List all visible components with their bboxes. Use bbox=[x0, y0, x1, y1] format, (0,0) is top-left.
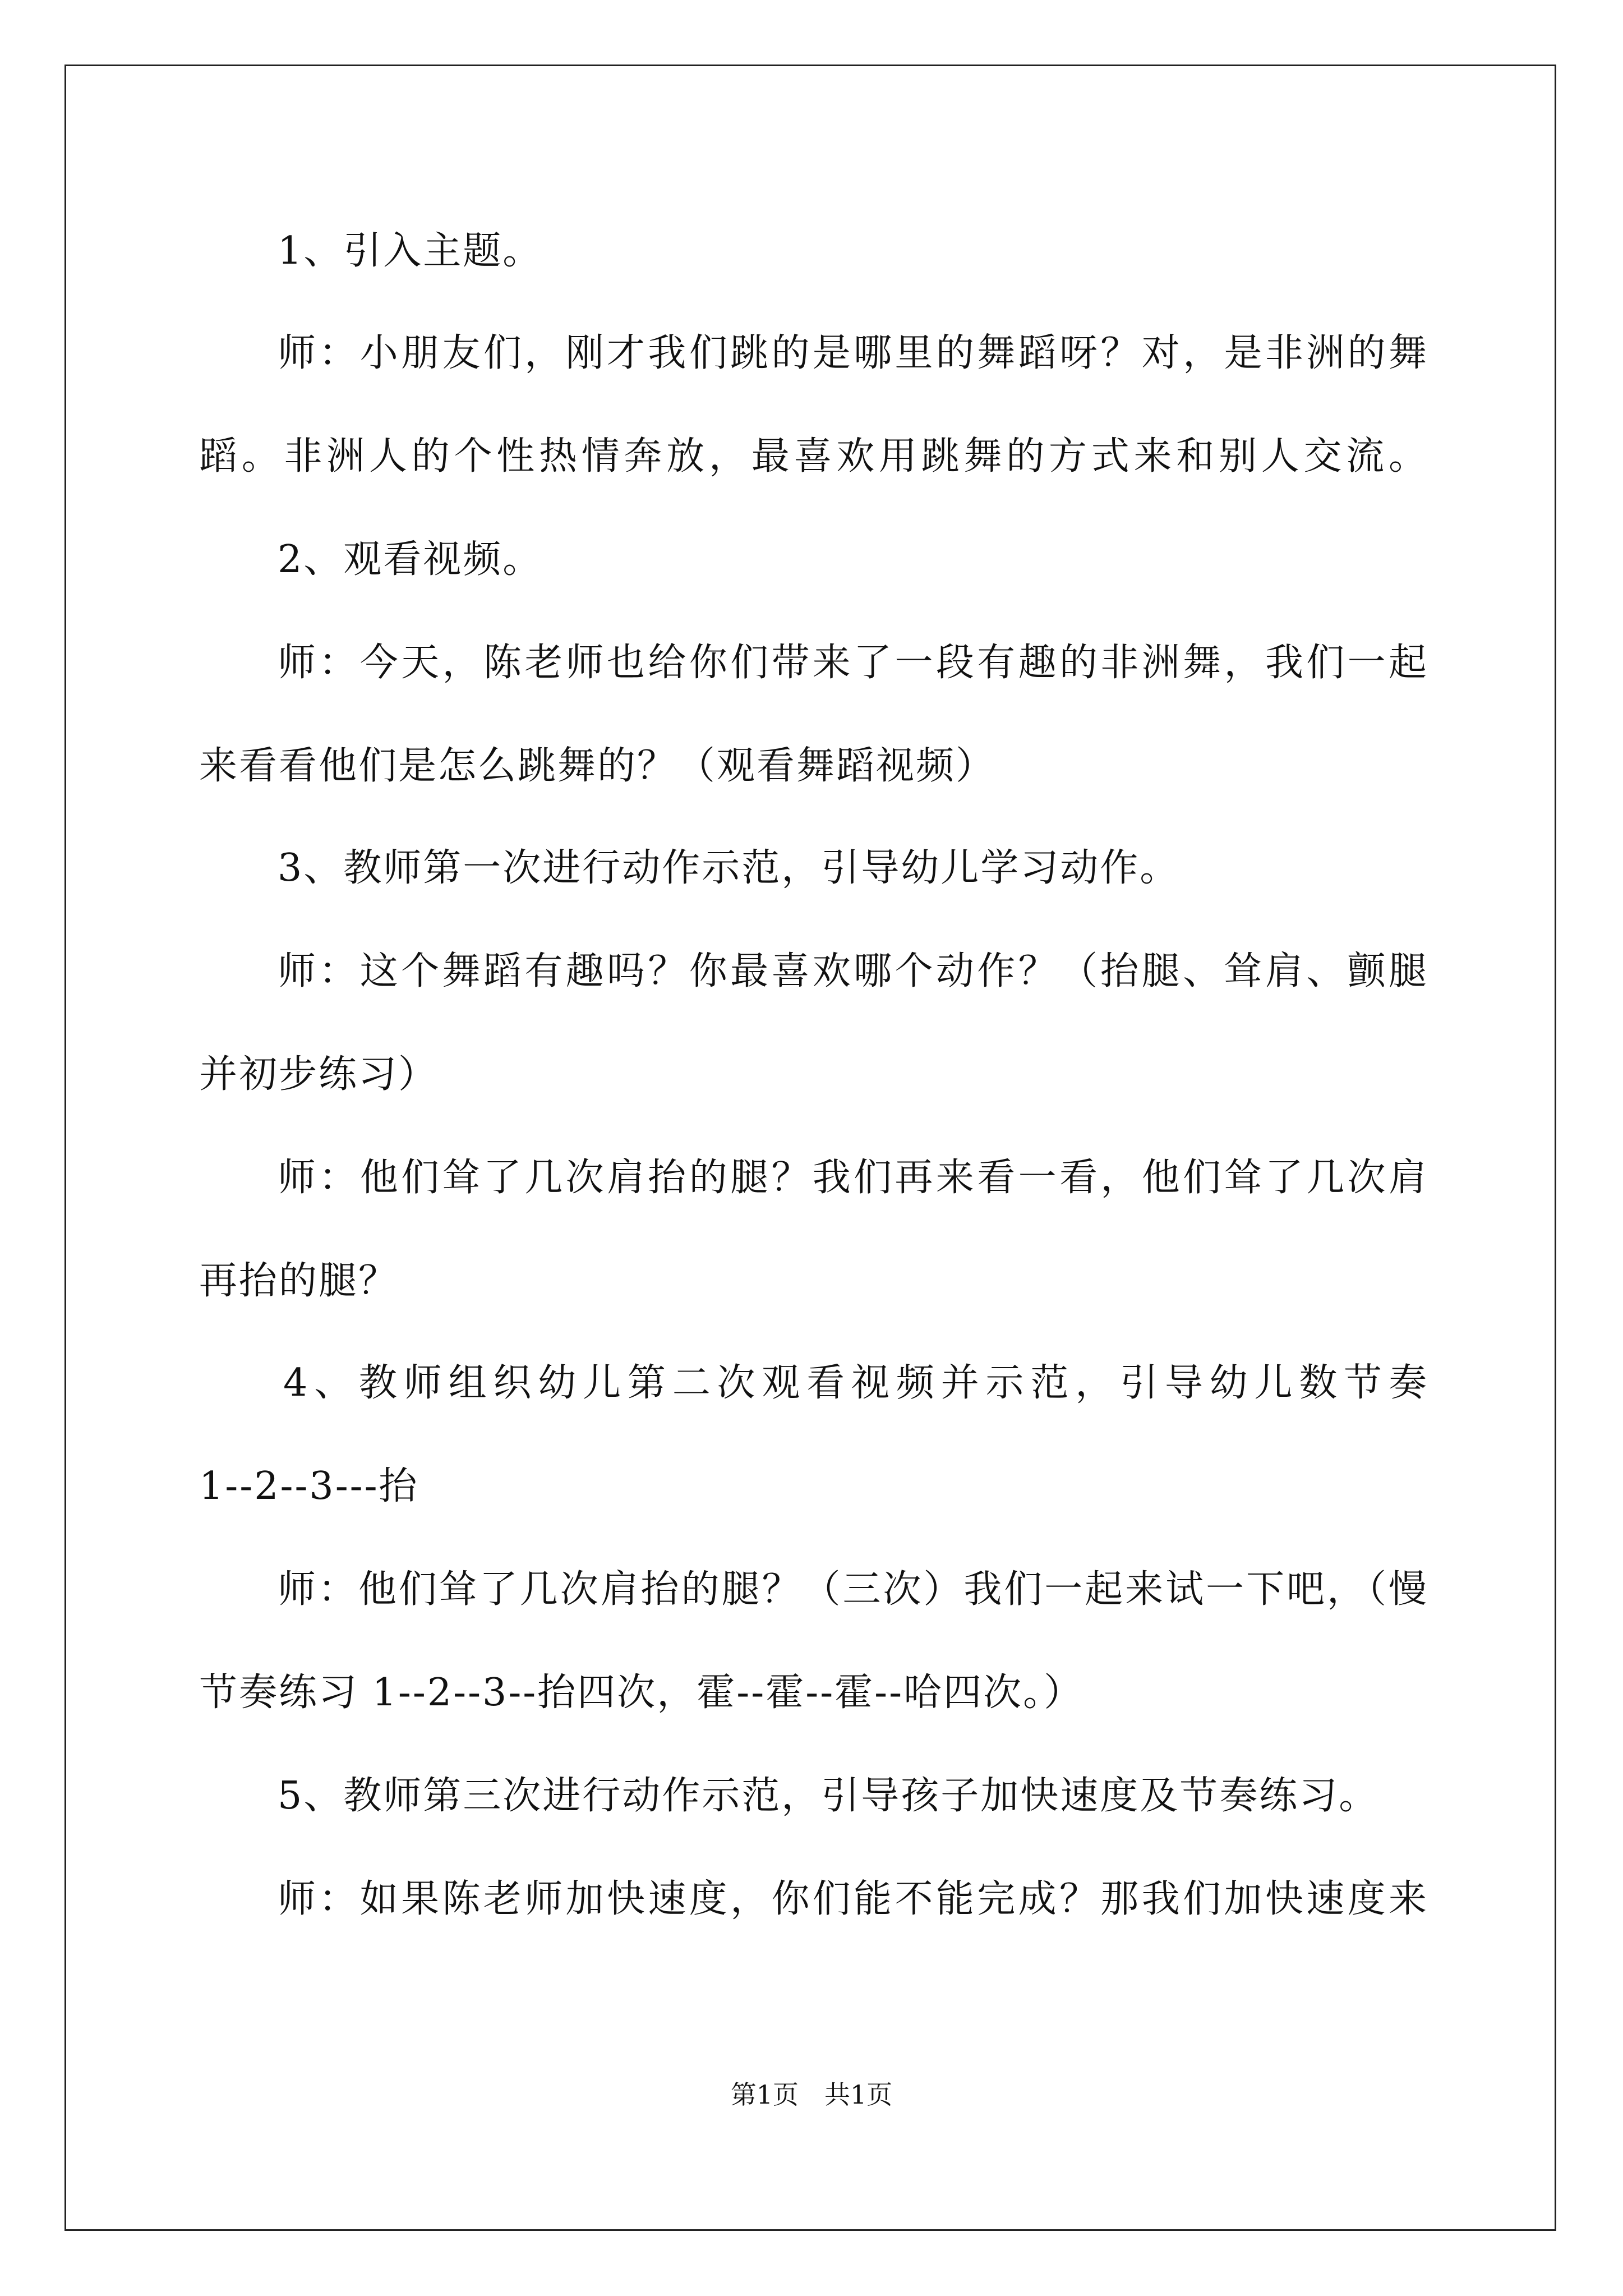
paragraph-line: 节奏练习 1--2--3--抬四次，霍--霍--霍--哈四次。） bbox=[199, 1671, 1084, 1715]
heading-3: 3、教师第一次进行动作示范，引导幼儿学习动作。 bbox=[278, 846, 1180, 890]
paragraph-line: 师：小朋友们，刚才我们跳的是哪里的舞蹈呀？对，是非洲的舞 bbox=[278, 331, 1428, 375]
heading-2: 2、观看视频。 bbox=[278, 537, 543, 582]
paragraph-line: 师：如果陈老师加快速度，你们能不能完成？那我们加快速度来 bbox=[278, 1877, 1428, 1921]
paragraph-line: 再抬的腿？ bbox=[199, 1259, 399, 1303]
paragraph-line: 来看看他们是怎么跳舞的？（观看舞蹈视频） bbox=[199, 744, 996, 788]
paragraph-line: 师：今天，陈老师也给你们带来了一段有趣的非洲舞，我们一起 bbox=[278, 641, 1428, 685]
heading-4: 4、教师组织幼儿第二次观看视频并示范，引导幼儿数节奏 bbox=[283, 1361, 1428, 1405]
paragraph-line: 师：这个舞蹈有趣吗？你最喜欢哪个动作？（抬腿、耸肩、颤腿 bbox=[278, 949, 1428, 993]
paragraph-line: 师：他们耸了几次肩抬的腿？（三次）我们一起来试一下吧，（慢 bbox=[278, 1567, 1428, 1612]
heading-1: 1、引入主题。 bbox=[278, 229, 543, 273]
paragraph-line: 师：他们耸了几次肩抬的腿？我们再来看一看，他们耸了几次肩 bbox=[278, 1156, 1428, 1200]
paragraph-line: 蹈。非洲人的个性热情奔放，最喜欢用跳舞的方式来和别人交流。 bbox=[199, 434, 1428, 478]
page-footer: 第1页 共1页 bbox=[730, 2079, 893, 2110]
paragraph-line: 并初步练习） bbox=[199, 1052, 439, 1097]
paragraph-line: 1--2--3---抬 bbox=[199, 1464, 419, 1508]
heading-5: 5、教师第三次进行动作示范，引导孩子加快速度及节奏练习。 bbox=[278, 1774, 1379, 1818]
